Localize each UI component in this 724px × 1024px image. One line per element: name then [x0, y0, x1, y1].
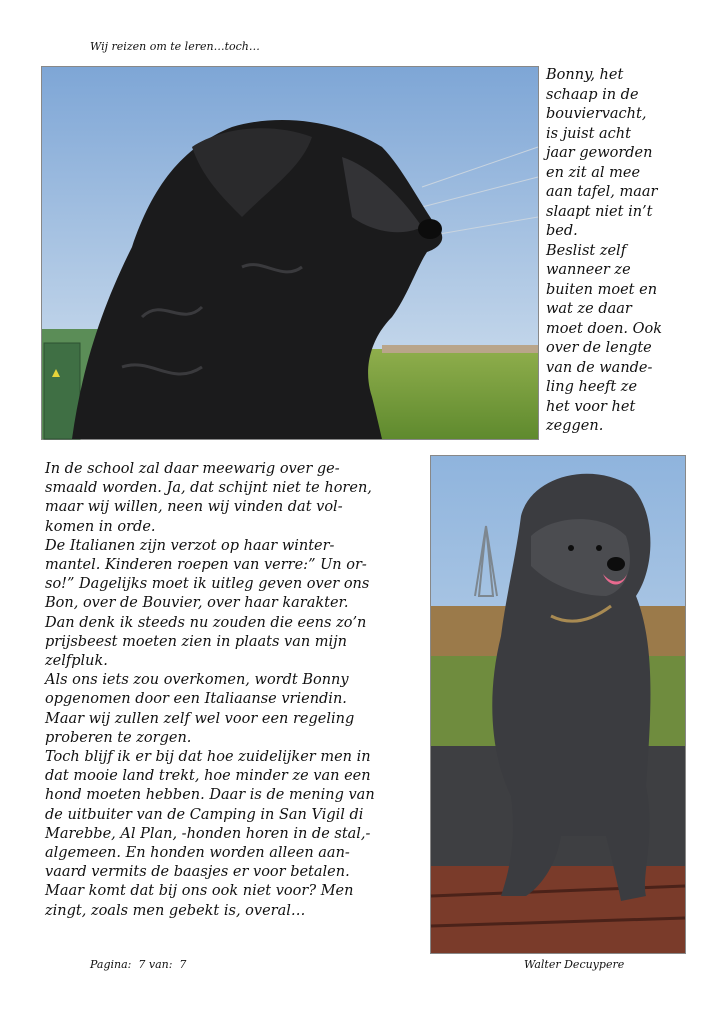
- dog-profile-photo: [41, 66, 539, 440]
- page-header: Wij reizen om te leren…toch…: [90, 40, 260, 53]
- dog-standing-photo: [430, 455, 686, 954]
- author-name: Walter Decuypere: [524, 958, 625, 971]
- dog-standing-image: [431, 456, 685, 953]
- dog-profile-image: [42, 67, 538, 439]
- page-number: Pagina: 7 van: 7: [90, 958, 187, 971]
- body-text: In de school zal daar meewarig over ge- smaald worden. Ja, dat schijnt niet te horen, maar wij willen, neen wij vinden dat vol- komen in orde. De Italianen zijn verzot op haar winter- mantel. Kinderen roepen van verre:” Un or- so!” Dagelijks moet ik uitleg geven over ons Bon, over de Bouvier, over haar karakter. Dan denk ik steeds nu zouden die eens zo’n prijsbeest moeten zien in plaats van mijn zelfpluk. Als ons iets zou overkomen, wordt Bonny opgenomen door een Italiaanse vriendin. Maar wij zullen zelf wel voor een regeling proberen te zorgen. Toch blijf ik er bij dat hoe zuidelijker men in dat mooie land trekt, hoe minder ze van een hond moeten hebben. Daar is de mening van de uitbuiter van de Camping in San Vigil di Marebbe, Al Plan, -honden horen in de stal,- algemeen. En honden worden alleen aan- vaard vermits de baasjes er voor betalen. Maar komt dat bij ons ook niet voor? Men zingt, zoals men gebekt is, overal…: [45, 461, 375, 919]
- side-caption-text: Bonny, het schaap in de bouviervacht, is juist acht jaar geworden en zit al mee aan tafel, maar slaapt niet in’t bed. Beslist zelf wanneer ze buiten moet en wat ze daar moet doen. Ook over de lengte van de wande- ling heeft ze het voor het zeggen.: [546, 67, 663, 434]
